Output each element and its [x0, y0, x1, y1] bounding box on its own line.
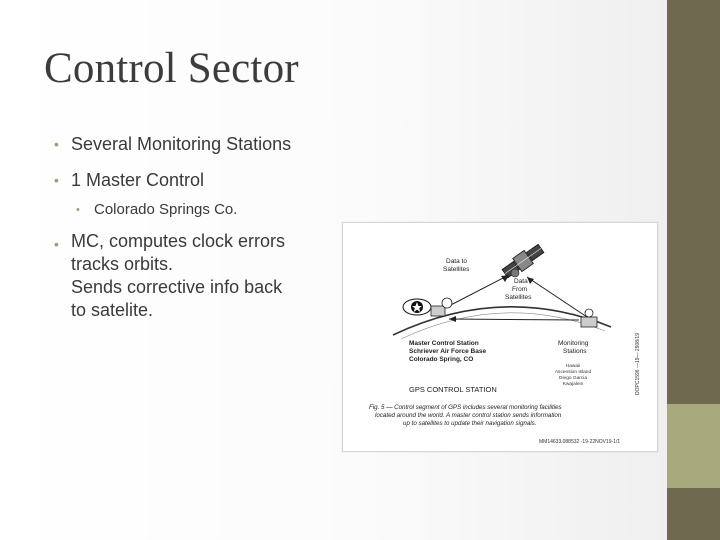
- side-code: DOPC1596 —19— 2908/19: [635, 333, 641, 395]
- satellite-icon: [500, 242, 545, 280]
- bullet-dot: •: [54, 136, 59, 152]
- monitor-label-2: Stations: [563, 348, 587, 355]
- label-data-to: Data to: [446, 258, 467, 265]
- bullet-item: [52, 130, 342, 158]
- uplink-arrow: [443, 275, 509, 309]
- caption-line-3: up to satellites to update their navigation signals.: [403, 420, 537, 427]
- satellite-dish-icon: [511, 269, 519, 277]
- caption-line-2: located around the world. A master control station sends information: [375, 412, 562, 419]
- master-label-3: Colorado Spring, CO: [409, 356, 474, 363]
- earth-horizon-inner: [401, 313, 605, 339]
- label-satellites-2: Satellites: [505, 294, 532, 301]
- station-title: GPS CONTROL STATION: [409, 385, 497, 394]
- monitor-label-1: Monitoring: [558, 340, 589, 347]
- bullet-text-line: Sends corrective info back: [71, 277, 283, 297]
- side-bar-bottom: [667, 488, 720, 540]
- caption-line-1: Fig. 5 — Control segment of GPS includes several monitoring facilities: [369, 404, 562, 411]
- bullet-item: [52, 166, 342, 194]
- label-data: Data: [514, 278, 528, 285]
- bullet-text: 1 Master Control: [71, 170, 205, 190]
- label-from: From: [512, 286, 528, 293]
- monitor-station-icon: [581, 309, 597, 327]
- master-label-2: Schriever Air Force Base: [409, 348, 487, 355]
- place-label: Diego Garcia: [559, 376, 587, 381]
- master-label-1: Master Control Station: [409, 340, 479, 347]
- sub-bullet-text: Colorado Springs Co.: [94, 201, 238, 218]
- gps-control-figure: [342, 222, 658, 452]
- bullet-text-line: to satelite.: [71, 300, 154, 320]
- sub-bullet-item: [52, 198, 342, 222]
- label-satellites: Satellites: [443, 266, 470, 273]
- gps-diagram: [343, 223, 657, 451]
- side-bar-light: [667, 404, 720, 488]
- footer-code: MM14633,088532 -19-22NOV19-1/1: [539, 439, 621, 445]
- place-label: Hawaii: [565, 364, 581, 369]
- bullet-dot: •: [54, 236, 59, 252]
- bullet-text: Several Monitoring Stations: [71, 134, 292, 154]
- slide-title: Control Sector: [44, 45, 299, 92]
- master-station-icon: [403, 298, 452, 316]
- bullet-list: [52, 130, 342, 322]
- side-bar-dark: [667, 0, 720, 404]
- bullet-dot: •: [54, 172, 59, 188]
- bullet-dot: •: [76, 204, 80, 216]
- bullet-item: [52, 230, 342, 322]
- ground-link-arrow: [449, 319, 579, 320]
- bullet-text-line: MC, computes clock errors: [71, 231, 286, 251]
- place-label: Kwajalein: [562, 382, 584, 387]
- place-label: Ascension Island: [554, 370, 592, 375]
- bullet-text-line: tracks orbits.: [71, 254, 174, 274]
